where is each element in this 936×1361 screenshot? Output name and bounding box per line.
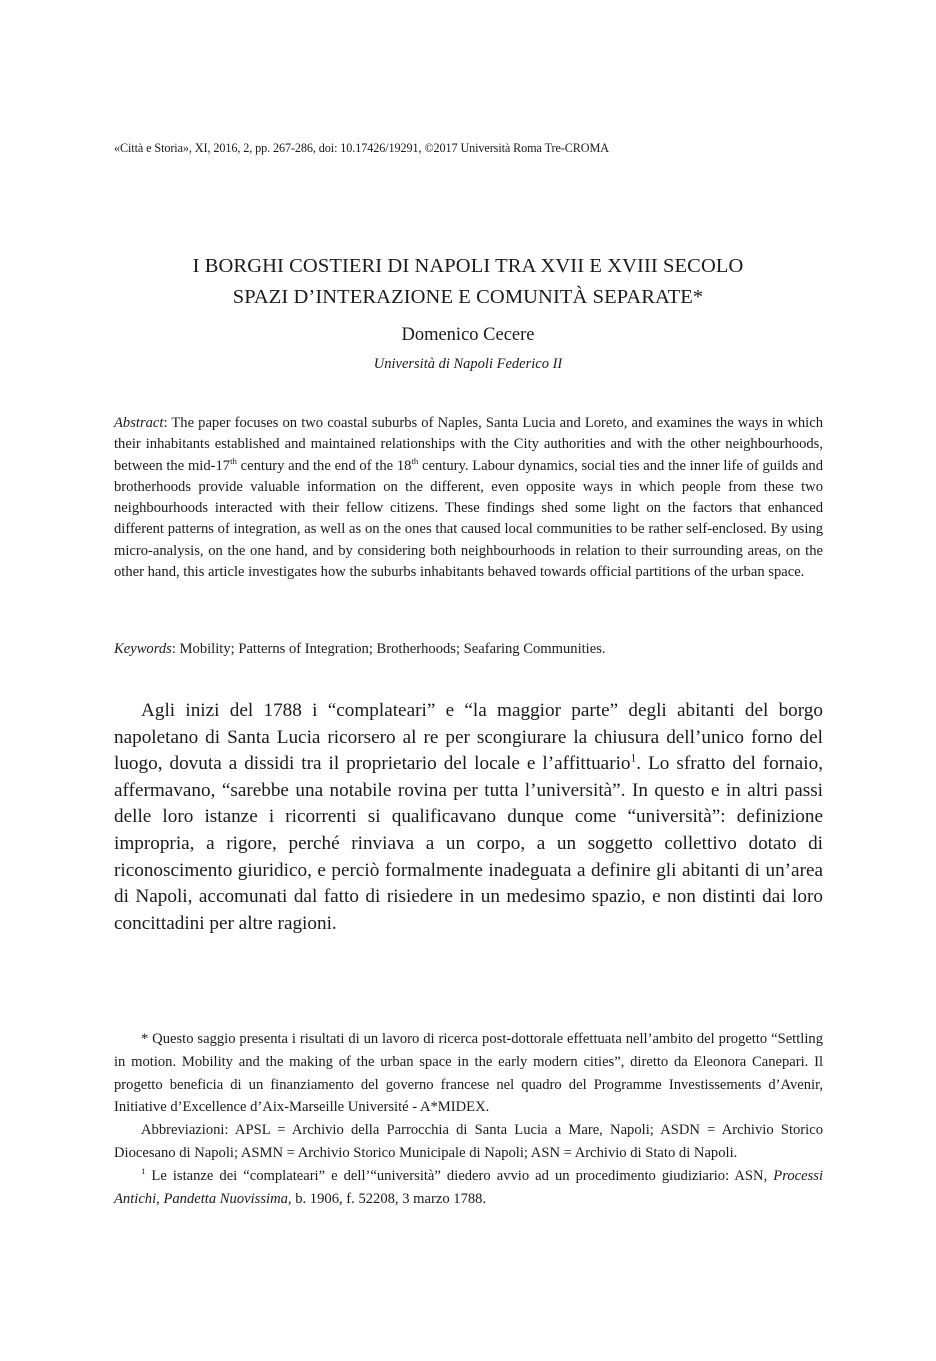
body-paragraph	[114, 698, 823, 937]
footnote-reference-1[interactable]: 1	[630, 752, 637, 765]
article-title-line-1: I BORGHI COSTIERI DI NAPOLI TRA XVII E XVIII SECOLO	[192, 255, 744, 277]
footnote-1-italic-1: Processi Antichi	[114, 1167, 823, 1207]
footnote-1-number: 1	[141, 1165, 146, 1176]
abstract-paragraph	[114, 413, 823, 583]
abstract-label: Abstract	[114, 415, 164, 431]
footnotes-section	[114, 1028, 823, 1210]
footnote-1	[114, 1165, 823, 1211]
footnote-1-text-b: , b. 1906, f. 52208, 3 marzo 1788.	[287, 1190, 487, 1207]
abstract-sup-a: th	[230, 455, 237, 466]
body-section	[114, 698, 823, 937]
abstract-section	[114, 413, 823, 583]
author-name: Domenico Cecere	[401, 325, 535, 345]
keywords-text: : Mobility; Patterns of Integration; Brotherhoods; Seafaring Communities.	[171, 641, 606, 657]
body-text-b: . Lo sfratto del fornaio, affermavano, “sarebbe una notabile rovina per tutta l’università”. In questo e in altri passi delle loro istanze i ricorrenti si qualificavano dunque come “università”: definizione impropria, a rigore, perché rinviava a un corpo, a un soggetto collettivo dotato di riconoscimento giuridico, e perciò formalmente inadeguata a definire gli abitanti di un’area di Napoli, accomunati dal fatto di risiedere in un medesimo spazio, e non distinti dai loro concittadini per altre ragioni.	[114, 753, 823, 934]
abstract-sup-b: th	[411, 455, 419, 466]
keywords-label: Keywords	[114, 641, 172, 657]
footnote-abbreviations: Abbreviazioni: APSL = Archivio della Parrocchia di Santa Lucia a Mare, Napoli; ASDN = Archivio Storico Diocesano di Napoli; ASMN = Archivio Storico Municipale di Napoli; ASN = Archivio di Stato di Napoli.	[114, 1122, 823, 1161]
author-affiliation: Università di Napoli Federico II	[373, 356, 563, 372]
keywords-line	[114, 639, 823, 660]
body-text-a: Agli inizi del 1788 i “complateari” e “la maggior parte” degli abitanti del borgo napoletano di Santa Lucia ricorsero al re per scongiurare la chiusura dell’unico forno del luogo, dovuta a dissidi tra il proprietario del locale e l’affittuario	[114, 700, 823, 775]
abstract-text-a: : The paper focuses on two coastal suburbs of Naples, Santa Lucia and Loreto, and examines the ways in which their inhabitants established and maintained relationships with the City authorities and with the other neighbourhoods, between the mid-17	[114, 415, 823, 474]
footnote-1-separator: ,	[156, 1190, 164, 1207]
journal-citation-header: «Città e Storia», XI, 2016, 2, pp. 267-286, doi: 10.17426/19291, ©2017 Università Roma Tre-CROMA	[114, 141, 609, 155]
footnote-1-text-a: Le istanze dei “complateari” e dell’“università” diedero avvio ad un procedimento giudiziario: ASN,	[145, 1167, 774, 1184]
footnote-star: * Questo saggio presenta i risultati di un lavoro di ricerca post-dottorale effettuata nell’ambito del progetto “Settling in motion. Mobility and the making of the urban space in the early modern cities”, diretto da Eleonora Canepari. Il progetto beneficia di un finanziamento del governo francese nel quadro del Programme Investissements d’Avenir, Initiative d’Excellence d’Aix-Marseille Université - A*MIDEX.	[114, 1031, 823, 1116]
footnote-1-italic-2: Pandetta Nuovissima	[163, 1190, 288, 1207]
abstract-text-b: century and the end of the 18	[236, 457, 412, 474]
article-title-line-2: SPAZI D’INTERAZIONE E COMUNITÀ SEPARATE*	[232, 286, 704, 308]
abstract-text-c: century. Labour dynamics, social ties and the inner life of guilds and brotherhoods provide valuable information on the different, even opposite ways in which people from these two neighbourhoods interacted with their fellow citizens. These findings shed some light on the factors that enhanced different patterns of integration, as well as on the ones that caused local communities to be rather self-enclosed. By using micro-analysis, on the one hand, and by considering both neighbourhoods in relation to their surrounding areas, on the other hand, this article investigates how the suburbs inhabitants behaved towards official partitions of the urban space.	[114, 457, 824, 581]
